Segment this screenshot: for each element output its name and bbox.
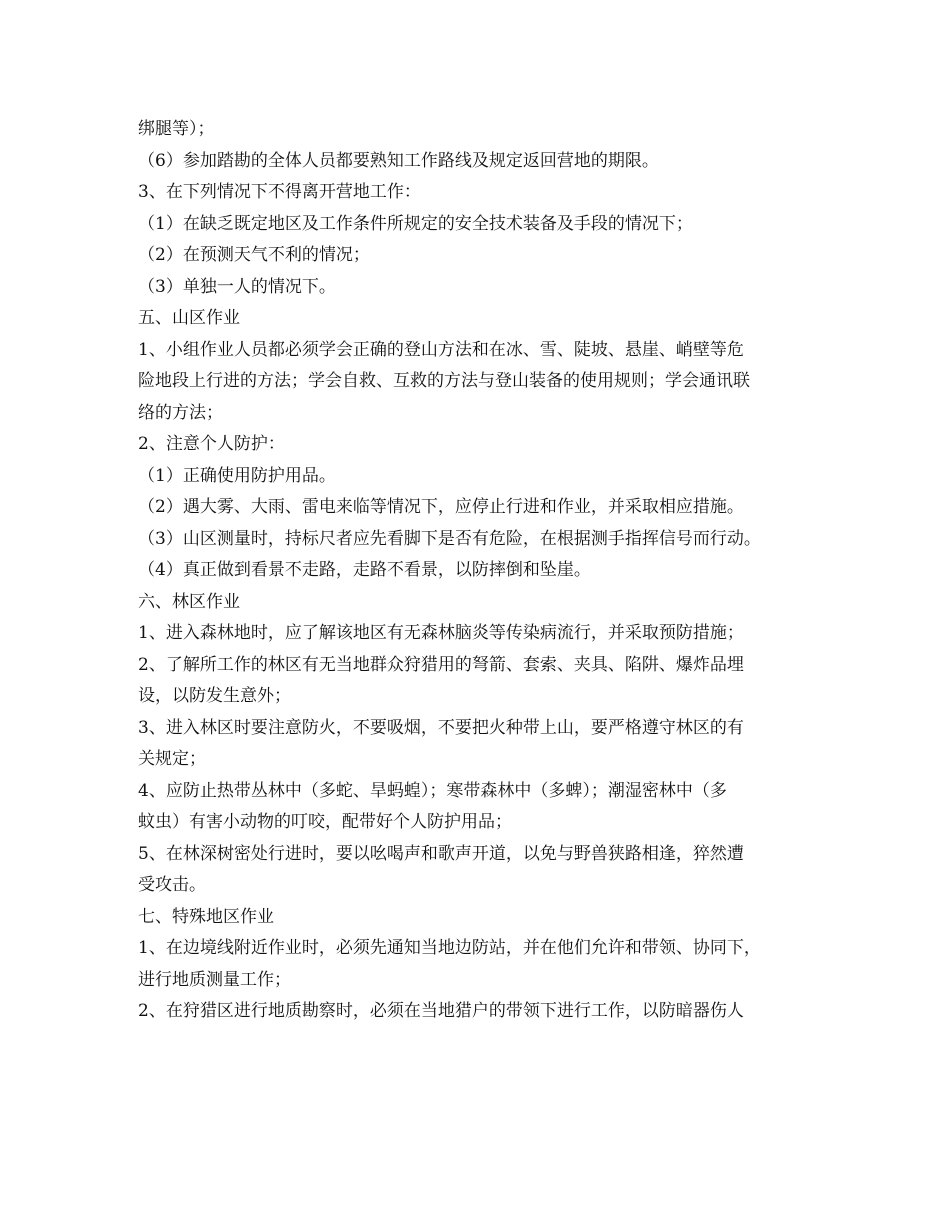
text-line: 设，以防发生意外；: [138, 686, 291, 706]
text-line: 2、注意个人防护：: [138, 434, 285, 454]
section-heading-forest: 六、林区作业: [138, 591, 240, 612]
text-line: （3）单独一人的情况下。: [138, 276, 336, 297]
text-line: 3、在下列情况下不得离开营地工作：: [138, 182, 421, 202]
text-line: （1）在缺乏既定地区及工作条件所规定的安全技术装备及手段的情况下；: [138, 213, 693, 234]
text-line: 3、进入林区时要注意防火，不要吸烟，不要把火种带上山，要严格遵守林区的有: [138, 717, 744, 738]
text-line: 2、在狩猎区进行地质勘察时，必须在当地猎户的带领下进行工作，以防暗器伤人: [138, 1001, 744, 1021]
text-line: 险地段上行进的方法；学会自救、互救的方法与登山装备的使用规则；学会通讯联: [138, 371, 750, 391]
text-line: 进行地质测量工作；: [138, 969, 291, 990]
text-line: （6）参加踏勘的全体人员都要熟知工作路线及规定返回营地的期限。: [138, 150, 659, 171]
text-line: 关规定；: [138, 749, 206, 769]
text-line: 1、进入森林地时，应了解该地区有无森林脑炎等传染病流行，并采取预防措施；: [138, 623, 744, 643]
text-line: 蚊虫）有害小动物的叮咬，配带好个人防护用品；: [138, 812, 512, 832]
text-line: 1、小组作业人员都必须学会正确的登山方法和在冰、雪、陡坡、悬崖、峭壁等危: [138, 339, 744, 360]
text-line: 受攻击。: [138, 875, 206, 895]
text-line: （2）遇大雾、大雨、雷电来临等情况下，应停止行进和作业，并采取相应措施。: [138, 497, 744, 517]
section-heading-special: 七、特殊地区作业: [138, 906, 274, 927]
text-line: 1、在边境线附近作业时，必须先通知当地边防站，并在他们允许和带领、协同下，: [138, 938, 761, 958]
text-line: 绑腿等）；: [138, 119, 215, 139]
text-line: （1）正确使用防护用品。: [138, 465, 336, 486]
text-line: （3）山区测量时，持标尺者应先看脚下是否有危险，在根据测手指挥信号而行动。: [138, 528, 761, 549]
document-body: [138, 114, 818, 1028]
section-heading-mountain: 五、山区作业: [138, 308, 240, 328]
text-line: 4、应防止热带丛林中（多蛇、旱蚂蝗）；寒带森林中（多蜱）；潮湿密林中（多: [138, 780, 727, 801]
text-line: 5、在林深树密处行进时，要以吆喝声和歌声开道，以免与野兽狭路相逢，猝然遭: [138, 843, 744, 864]
text-line: 络的方法；: [138, 402, 223, 423]
text-line: 2、了解所工作的林区有无当地群众狩猎用的弩箭、套索、夹具、陷阱、爆炸品埋: [138, 654, 744, 675]
text-line: （2）在预测天气不利的情况；: [138, 245, 370, 265]
text-line: （4）真正做到看景不走路，走路不看景，以防摔倒和坠崖。: [138, 560, 591, 580]
